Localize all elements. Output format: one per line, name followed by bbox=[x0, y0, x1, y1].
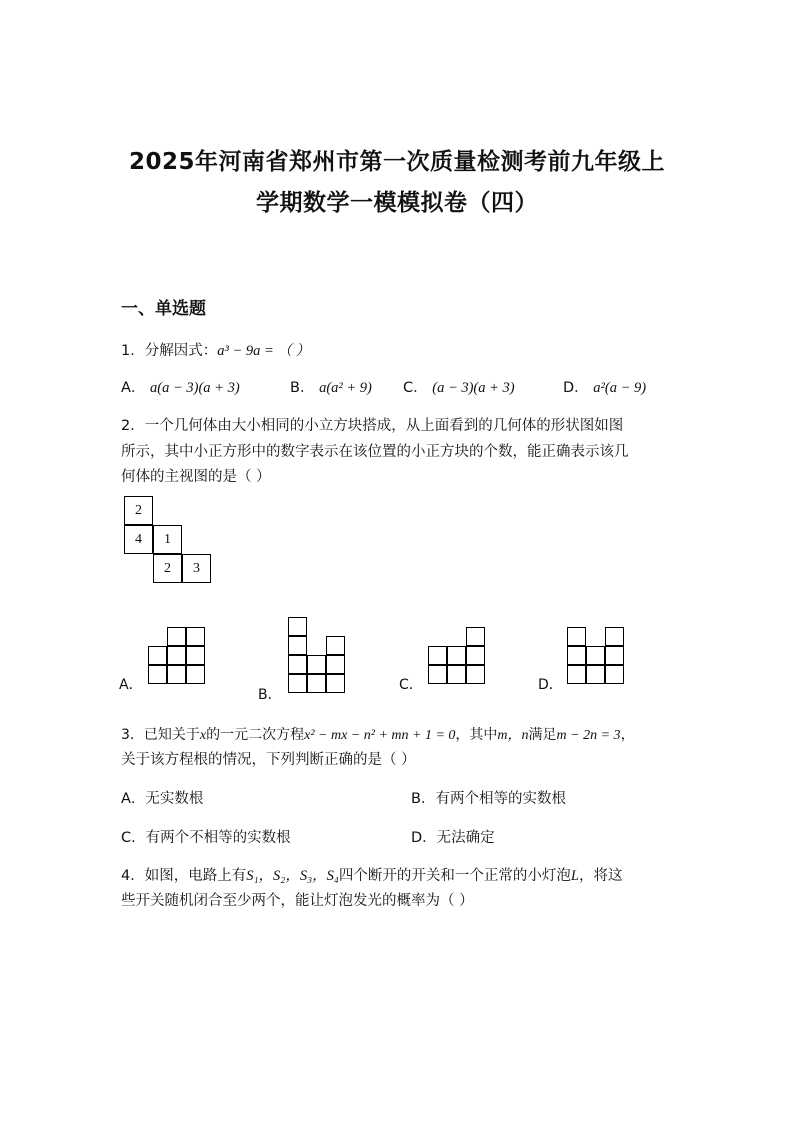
math-variable: m，n bbox=[497, 728, 529, 743]
top-view-cell: 2 bbox=[124, 496, 153, 525]
question-4-line1 bbox=[121, 863, 622, 889]
view-cell bbox=[466, 646, 485, 665]
q3-option-d[interactable] bbox=[411, 825, 495, 851]
view-cell bbox=[167, 627, 186, 646]
math-variable: L bbox=[570, 868, 579, 884]
view-cell bbox=[288, 617, 307, 636]
view-cell bbox=[326, 655, 345, 674]
question-2-line2: 所示，其中小正方形中的数字表示在该位置的小正方块的个数，能正确表示该几 bbox=[121, 444, 629, 460]
question-text: 如图，电路上有 bbox=[144, 868, 247, 884]
q1-option-a[interactable] bbox=[121, 375, 240, 401]
option-key: C． bbox=[121, 830, 146, 846]
q2-option-c-label[interactable]: C． bbox=[399, 677, 423, 693]
option-key: A． bbox=[121, 791, 146, 807]
option-text: 无实数根 bbox=[145, 791, 204, 807]
view-cell bbox=[167, 665, 186, 684]
option-key: A． bbox=[121, 380, 146, 396]
math-equation: x² − mx − n² + mn + 1 = 0 bbox=[304, 728, 456, 743]
view-cell bbox=[567, 646, 586, 665]
page-title-line1: 2025年河南省郑州市第一次质量检测考前九年级上 bbox=[128, 149, 665, 175]
q2-option-a-figure[interactable] bbox=[148, 627, 206, 685]
option-key: B． bbox=[411, 791, 436, 807]
q3-option-a[interactable] bbox=[121, 786, 203, 812]
top-view-cell: 4 bbox=[124, 525, 153, 554]
q2-option-a-label[interactable]: A． bbox=[119, 677, 143, 693]
question-2-line3: 何体的主视图的是（ ） bbox=[121, 469, 271, 485]
view-cell bbox=[186, 665, 205, 684]
option-text: a(a² + 9) bbox=[319, 380, 372, 396]
q1-option-b[interactable] bbox=[290, 375, 372, 401]
question-text: 一个几何体由大小相同的小立方块搭成，从上面看到的几何体的形状图如图 bbox=[144, 418, 624, 434]
view-cell bbox=[605, 665, 624, 684]
q2-option-c-figure[interactable] bbox=[428, 627, 486, 685]
view-cell bbox=[148, 665, 167, 684]
option-key: D． bbox=[411, 830, 437, 846]
option-text: 无法确定 bbox=[436, 830, 495, 846]
view-cell bbox=[586, 665, 605, 684]
view-cell bbox=[447, 665, 466, 684]
view-cell bbox=[307, 655, 326, 674]
view-cell bbox=[466, 627, 485, 646]
view-cell bbox=[186, 627, 205, 646]
q2-option-b-figure[interactable] bbox=[288, 617, 346, 694]
option-text: 有两个相等的实数根 bbox=[435, 791, 566, 807]
math-expression: a³ − 9a = （ ） bbox=[217, 343, 311, 359]
view-cell bbox=[428, 646, 447, 665]
q2-option-b-label[interactable]: B． bbox=[258, 687, 282, 703]
q2-option-d-label[interactable]: D． bbox=[538, 677, 563, 693]
view-cell bbox=[567, 627, 586, 646]
question-text: 分解因式： bbox=[144, 343, 218, 359]
question-text: 的一元二次方程 bbox=[206, 727, 305, 743]
question-text: ， bbox=[620, 727, 635, 743]
question-number: 3． bbox=[121, 727, 144, 743]
question-2-line1 bbox=[121, 413, 623, 439]
top-view-cell: 3 bbox=[182, 554, 211, 583]
q2-option-d-figure[interactable] bbox=[567, 627, 625, 685]
view-cell bbox=[167, 646, 186, 665]
view-cell bbox=[186, 646, 205, 665]
section-heading: 一、单选题 bbox=[121, 299, 206, 319]
view-cell bbox=[428, 665, 447, 684]
option-text: 有两个不相等的实数根 bbox=[145, 830, 291, 846]
question-1-stem bbox=[121, 338, 310, 364]
math-variable: x bbox=[199, 728, 207, 743]
view-cell bbox=[307, 674, 326, 693]
option-text: (a − 3)(a + 3) bbox=[432, 380, 515, 396]
view-cell bbox=[586, 646, 605, 665]
math-switches: S₁，S₂，S₃，S₄ bbox=[246, 868, 339, 884]
view-cell bbox=[148, 646, 167, 665]
page-title-line2: 学期数学一模模拟卷（四） bbox=[256, 190, 538, 216]
view-cell bbox=[288, 655, 307, 674]
q3-option-b[interactable] bbox=[411, 786, 566, 812]
view-cell bbox=[605, 646, 624, 665]
option-key: D． bbox=[563, 380, 589, 396]
question-4-line2: 些开关随机闭合至少两个，能让灯泡发光的概率为（ ） bbox=[121, 893, 474, 909]
view-cell bbox=[288, 674, 307, 693]
view-cell bbox=[605, 627, 624, 646]
view-cell bbox=[447, 646, 466, 665]
question-text: ，其中 bbox=[455, 727, 498, 743]
q1-option-d[interactable] bbox=[563, 375, 646, 401]
question-text: 已知关于 bbox=[143, 727, 200, 743]
option-key: B． bbox=[290, 380, 315, 396]
view-cell bbox=[466, 665, 485, 684]
question-3-line1 bbox=[121, 722, 635, 749]
option-text: a²(a − 9) bbox=[593, 380, 647, 396]
question-text: ，将这 bbox=[578, 868, 623, 884]
question-text: 四个断开的开关和一个正常的小灯泡 bbox=[338, 868, 571, 884]
top-view-cell: 2 bbox=[153, 554, 182, 583]
math-condition: m − 2n = 3 bbox=[556, 728, 621, 743]
view-cell bbox=[567, 665, 586, 684]
option-text: a(a − 3)(a + 3) bbox=[150, 380, 240, 396]
question-number: 2． bbox=[121, 418, 145, 434]
top-view-cell: 1 bbox=[153, 525, 182, 554]
q3-option-c[interactable] bbox=[121, 825, 291, 851]
view-cell bbox=[326, 674, 345, 693]
option-key: C． bbox=[403, 380, 428, 396]
view-cell bbox=[288, 636, 307, 655]
question-text: 满足 bbox=[528, 727, 557, 743]
question-number: 1． bbox=[121, 343, 145, 359]
view-cell bbox=[326, 636, 345, 655]
q1-option-c[interactable] bbox=[403, 375, 515, 401]
question-3-line2: 关于该方程根的情况，下列判断正确的是（ ） bbox=[121, 752, 416, 768]
top-view-figure bbox=[124, 496, 214, 586]
question-number: 4． bbox=[121, 868, 145, 884]
